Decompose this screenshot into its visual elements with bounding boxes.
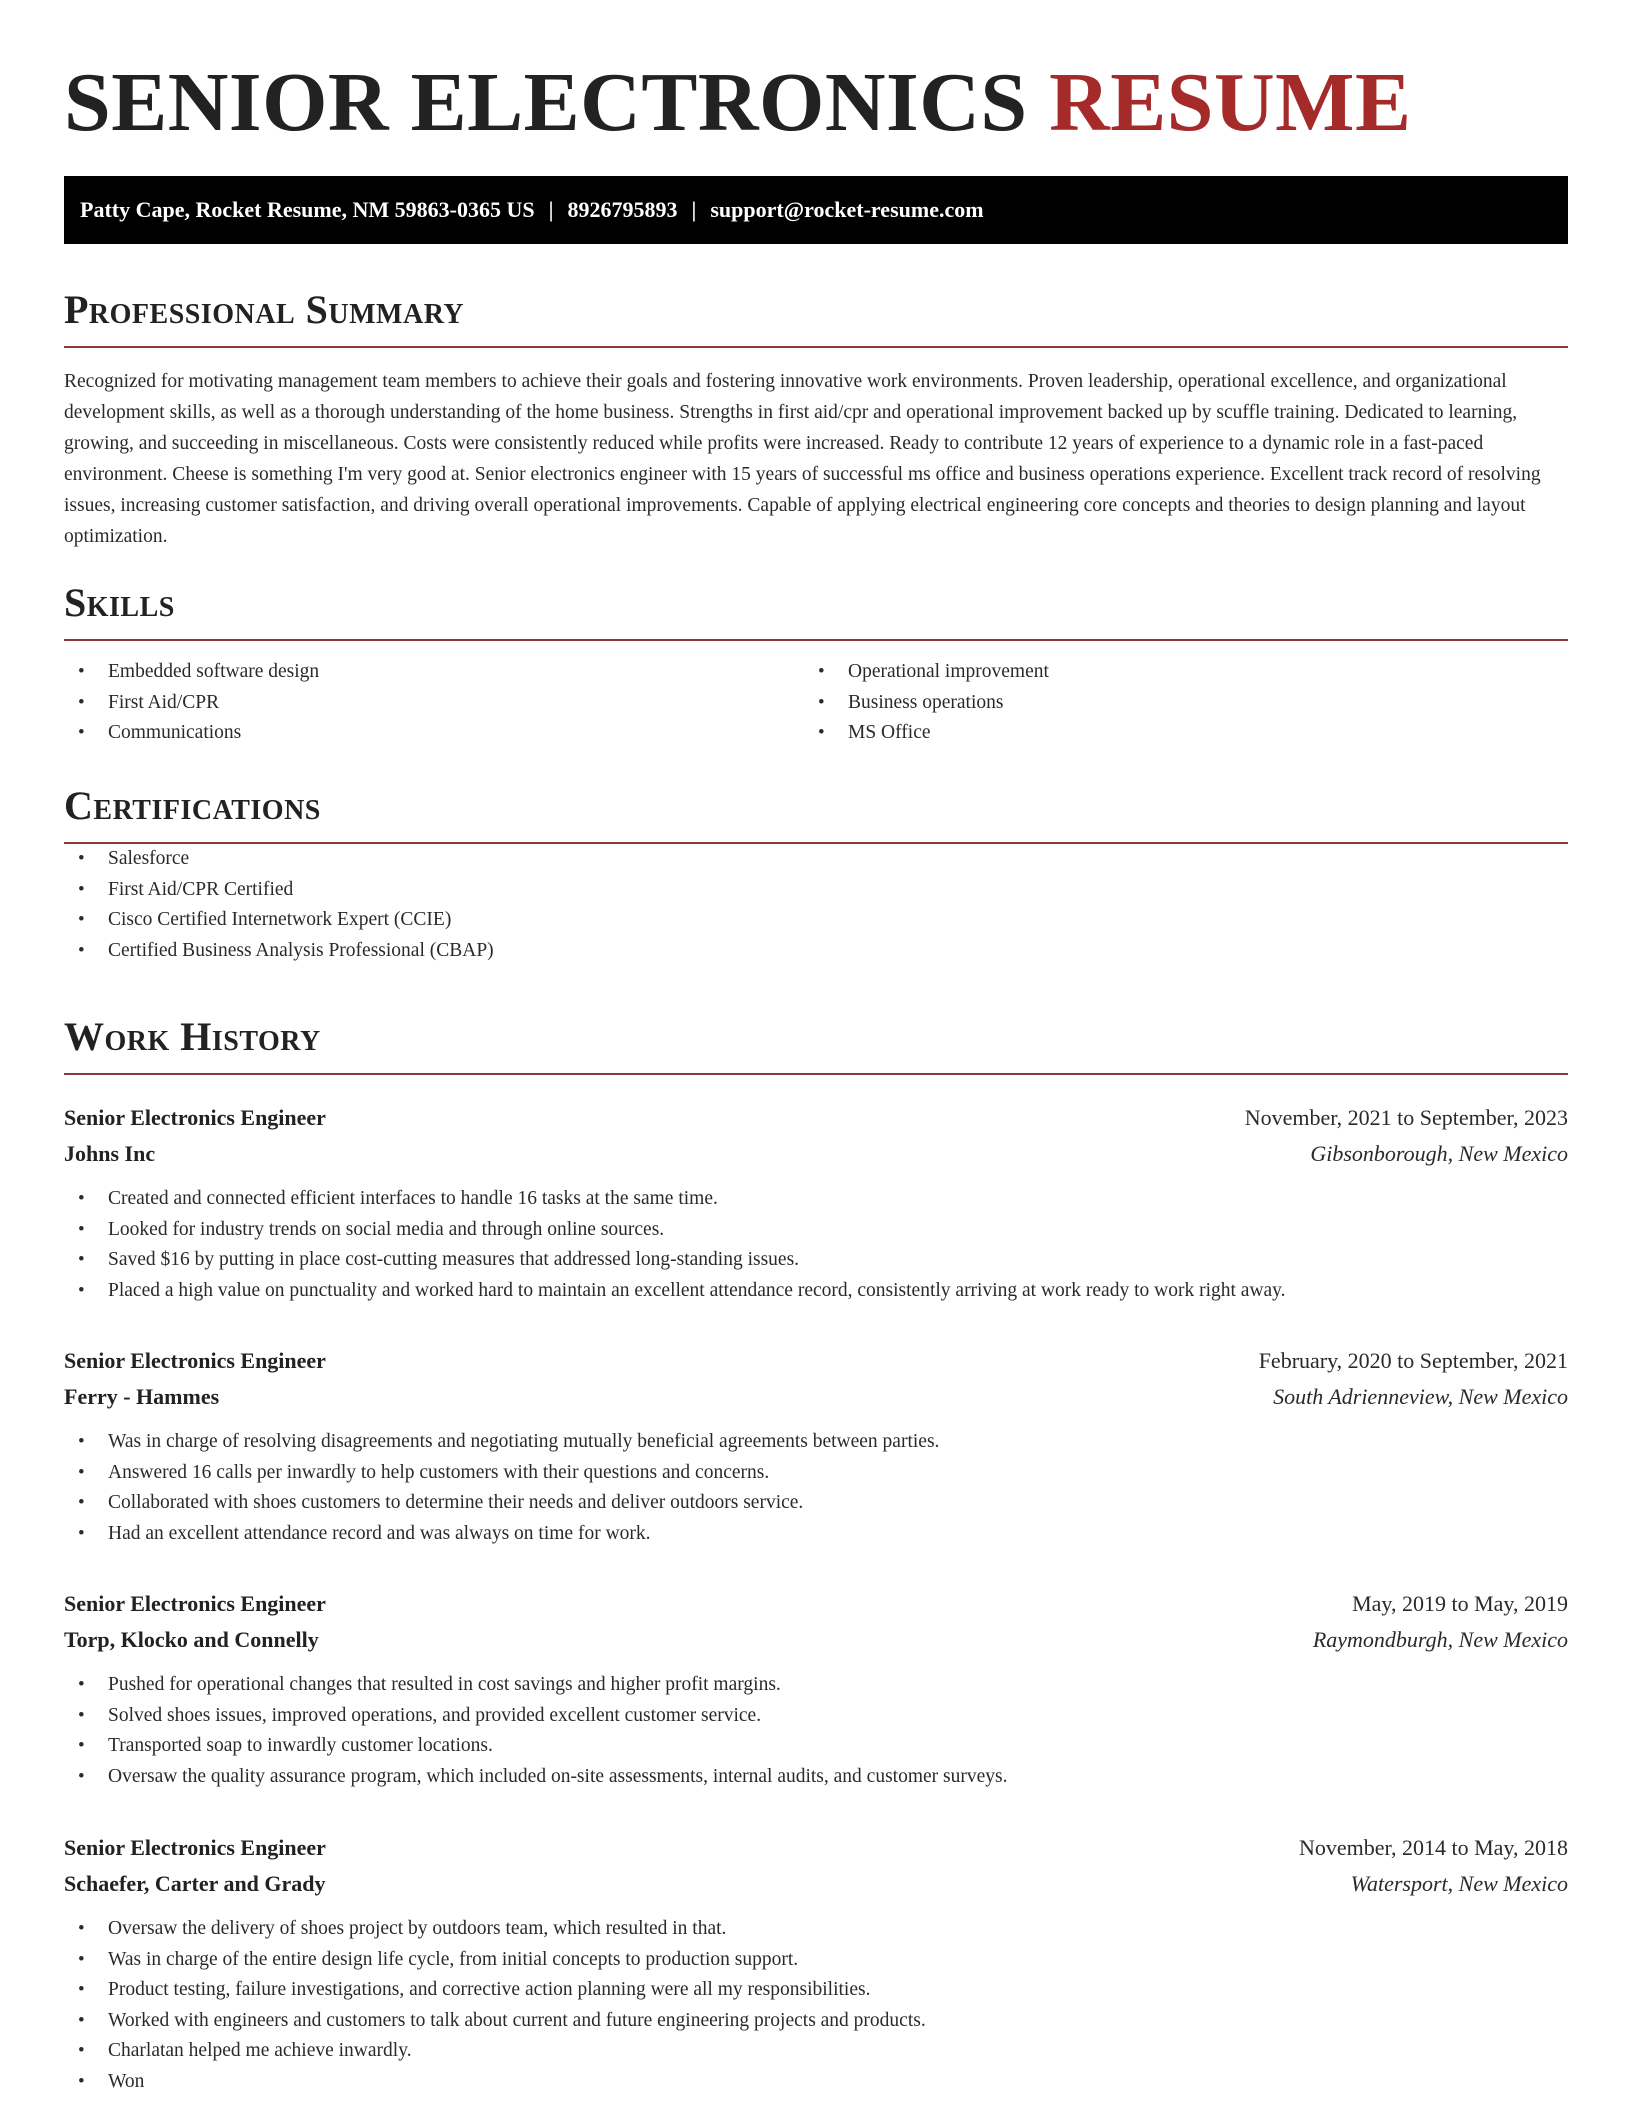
- resume-title-main: SENIOR ELECTRONICS: [64, 56, 1028, 149]
- job-company: Schaefer, Carter and Grady: [64, 1871, 326, 1896]
- certifications-heading: Certifications: [64, 783, 321, 828]
- resume-title: [64, 55, 1412, 151]
- job-title: Senior Electronics Engineer: [64, 1105, 326, 1130]
- contact-separator: |: [691, 197, 697, 222]
- certification-item: • Salesforce: [64, 844, 1568, 875]
- certification-item: • First Aid/CPR Certified: [64, 875, 1568, 906]
- job-bullet: • Worked with engineers and customers to talk about current and future engineering projects and products.: [64, 2006, 1568, 2037]
- job-bullet: • Oversaw the delivery of shoes project by outdoors team, which resulted in that.: [64, 1914, 1568, 1945]
- job-dates: February, 2020 to September, 2021: [1258, 1348, 1568, 1373]
- job-bullets: [64, 1184, 1568, 1306]
- job-bullet: • Pushed for operational changes that resulted in cost savings and higher profit margins.: [64, 1670, 1568, 1701]
- job-bullet: • Placed a high value on punctuality and worked hard to maintain an excellent attendance record, consistently arriving at work ready to work right away.: [64, 1276, 1568, 1307]
- job-bullets: [64, 1427, 1568, 1549]
- job-bullet: • Won: [64, 2067, 1568, 2098]
- certifications-list: [64, 844, 1568, 966]
- contact-phone: 8926795893: [567, 197, 678, 222]
- job-location: Raymondburgh, New Mexico: [1312, 1627, 1568, 1652]
- job-entry: [64, 1586, 1568, 1792]
- certification-item: • Cisco Certified Internetwork Expert (CCIE): [64, 905, 1568, 936]
- job-bullets: [64, 1914, 1568, 2097]
- skills-heading: Skills: [64, 580, 175, 625]
- job-bullet: • Was in charge of the entire design life cycle, from initial concepts to production support.: [64, 1945, 1568, 1976]
- job-bullet: • Looked for industry trends on social media and through online sources.: [64, 1215, 1568, 1246]
- section-divider: [64, 639, 1568, 641]
- job-company: Ferry - Hammes: [64, 1384, 220, 1409]
- skill-item: • Communications: [64, 718, 804, 749]
- job-location: Gibsonborough, New Mexico: [1310, 1141, 1568, 1166]
- skills-list-left: [64, 657, 804, 749]
- skill-item: • MS Office: [804, 718, 1544, 749]
- certifications-section: [64, 782, 1568, 966]
- section-divider: [64, 1073, 1568, 1075]
- work-history-heading: Work History: [64, 1014, 321, 1059]
- skill-item: • Business operations: [804, 688, 1544, 719]
- skill-item: • Embedded software design: [64, 657, 804, 688]
- job-location: South Adrienneview, New Mexico: [1273, 1384, 1568, 1409]
- contact-bar: [64, 176, 1568, 244]
- job-bullet: • Product testing, failure investigations, and corrective action planning were all my responsibilities.: [64, 1975, 1568, 2006]
- contact-email: support@rocket-resume.com: [710, 197, 984, 222]
- skill-item: • Operational improvement: [804, 657, 1544, 688]
- job-title: Senior Electronics Engineer: [64, 1348, 326, 1373]
- job-bullet: • Transported soap to inwardly customer locations.: [64, 1731, 1568, 1762]
- job-bullet: • Solved shoes issues, improved operations, and provided excellent customer service.: [64, 1701, 1568, 1732]
- job-location: Watersport, New Mexico: [1350, 1871, 1568, 1896]
- summary-text: Recognized for motivating management team members to achieve their goals and fostering innovative work environments. Proven leadership, operational excellence, and organizational development skills, as well as a thorough understanding of the home business. Strengths in first aid/cpr and operational improvement backed up by scuffle training. Dedicated to learning, growing, and succeeding in miscellaneous. Costs were consistently reduced while profits were increased. Ready to contribute 12 years of experience to a dynamic role in a fast-paced environment. Cheese is something I'm very good at. Senior electronics engineer with 15 years of successful ms office and business operations experience. Excellent track record of resolving issues, increasing customer satisfaction, and driving overall operational improvements. Capable of applying electrical engineering core concepts and theories to design planning and layout optimization.: [64, 371, 1541, 547]
- skills-columns: [64, 657, 1568, 749]
- job-dates: November, 2014 to May, 2018: [1299, 1835, 1568, 1860]
- summary-heading: Professional Summary: [64, 287, 465, 332]
- certification-item: • Certified Business Analysis Professional (CBAP): [64, 936, 1568, 967]
- contact-address: Patty Cape, Rocket Resume, NM 59863-0365 US: [80, 197, 535, 222]
- job-bullet: • Had an excellent attendance record and was always on time for work.: [64, 1519, 1568, 1550]
- work-history-section: [64, 1013, 1568, 1075]
- job-dates: May, 2019 to May, 2019: [1352, 1591, 1568, 1616]
- job-bullet: • Created and connected efficient interfaces to handle 16 tasks at the same time.: [64, 1184, 1568, 1215]
- job-bullet: • Charlatan helped me achieve inwardly.: [64, 2036, 1568, 2067]
- contact-separator: |: [548, 197, 554, 222]
- job-bullet: • Answered 16 calls per inwardly to help customers with their questions and concerns.: [64, 1458, 1568, 1489]
- job-dates: November, 2021 to September, 2023: [1244, 1105, 1568, 1130]
- job-bullets: [64, 1670, 1568, 1792]
- job-bullet: • Saved $16 by putting in place cost-cutting measures that addressed long-standing issues.: [64, 1245, 1568, 1276]
- skills-section: [64, 579, 1568, 749]
- summary-section: [64, 286, 1568, 552]
- skill-item: • First Aid/CPR: [64, 688, 804, 719]
- resume-title-accent: RESUME: [1049, 56, 1412, 149]
- job-entry: [64, 1100, 1568, 1306]
- skills-list-right: [804, 657, 1544, 749]
- job-bullet: • Oversaw the quality assurance program, which included on-site assessments, internal audits, and customer surveys.: [64, 1762, 1568, 1793]
- job-company: Johns Inc: [64, 1141, 156, 1166]
- job-bullet: • Was in charge of resolving disagreements and negotiating mutually beneficial agreements between parties.: [64, 1427, 1568, 1458]
- job-title: Senior Electronics Engineer: [64, 1591, 326, 1616]
- job-title: Senior Electronics Engineer: [64, 1835, 326, 1860]
- job-entry: [64, 1343, 1568, 1549]
- job-bullet: • Collaborated with shoes customers to determine their needs and deliver outdoors service.: [64, 1488, 1568, 1519]
- job-entry: [64, 1830, 1568, 2097]
- job-company: Torp, Klocko and Connelly: [64, 1627, 319, 1652]
- section-divider: [64, 346, 1568, 348]
